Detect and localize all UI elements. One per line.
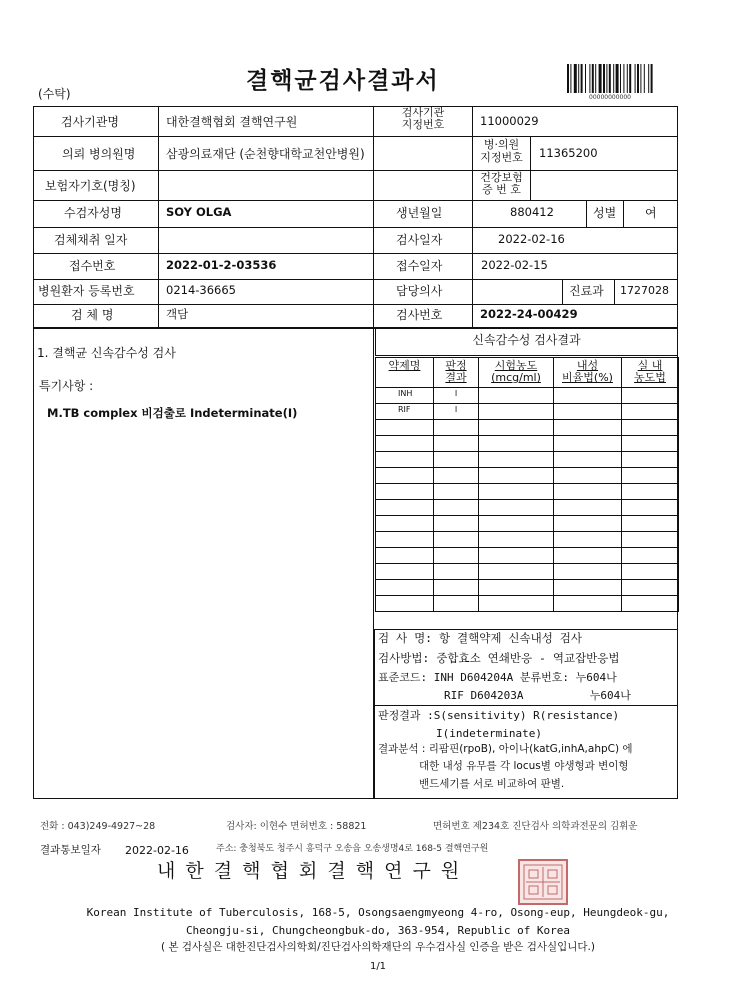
specimen-label: 검 체 명: [71, 308, 114, 322]
insured-label: 보험자기호(명칭): [45, 179, 136, 193]
method-code-2: RIF D604203A 누604나: [444, 689, 631, 702]
official-seal: [517, 858, 569, 906]
result-cell: [433, 499, 479, 516]
result-table-title: 신속감수성 검사결과: [472, 333, 581, 347]
result-cell: [433, 515, 479, 532]
barcode-bar: [589, 64, 590, 93]
result-cell: [553, 467, 622, 484]
footer-address-en-1: Korean Institute of Tuberculosis, 168-5, Osongsaengmyeong 4-ro, Osong-eup, Heungdeok-gu,: [86, 906, 670, 919]
result-cell: [621, 451, 679, 468]
barcode-bar: [644, 64, 645, 93]
result-cell: [478, 451, 554, 468]
result-cell: [621, 499, 679, 516]
result-cell: [375, 451, 434, 468]
result-cell: [375, 531, 434, 548]
result-cell: [433, 483, 479, 500]
result-cell: [621, 419, 679, 436]
barcode-bar: [574, 64, 577, 93]
barcode-bar: [585, 64, 586, 93]
health-ins-label: 건강보험 증 번 호: [480, 171, 523, 196]
barcode-bar: [595, 64, 596, 93]
method-code-1: 표준코드: INH D604204A 분류번호: 누604나: [378, 671, 617, 684]
hospital-no-value: 11365200: [539, 146, 598, 160]
birth-value: 880412: [510, 205, 554, 219]
analysis-line-1: 결과분석 : 리팜핀(rpoB), 아이나(katG,inhA,ahpC) 에: [378, 743, 633, 755]
dept-value: 1727028: [620, 284, 669, 297]
barcode-bar: [603, 64, 605, 93]
page-number: 1/1: [369, 961, 387, 972]
test-date-value: 2022-02-16: [498, 232, 565, 246]
receipt-no-label: 접수번호: [69, 259, 116, 273]
result-cell: [553, 483, 622, 500]
result-cell: [553, 563, 622, 580]
result-cell: [478, 387, 554, 404]
result-cell: [478, 499, 554, 516]
chart-no-value: 0214-36665: [166, 283, 236, 297]
result-cell: [478, 595, 554, 612]
result-cell: [621, 547, 679, 564]
barcode-bar: [599, 64, 602, 93]
receipt-date-label: 접수일자: [396, 259, 443, 273]
sex-value: 여: [645, 206, 657, 220]
barcode-bar: [592, 64, 594, 93]
barcode-bar: [609, 64, 611, 93]
lab-value: 대한결핵협회 결핵연구원: [166, 115, 298, 129]
result-cell: [553, 435, 622, 452]
receipt-no-value: 2022-01-2-03536: [166, 258, 277, 272]
patient-label: 수검자성명: [64, 206, 122, 220]
remarks-label: 특기사항 :: [39, 379, 94, 393]
receipt-tag: (수탁): [38, 87, 71, 101]
barcode-bar: [627, 64, 628, 93]
result-cell: [478, 419, 554, 436]
barcode-number: 00000000000: [589, 94, 631, 101]
result-header-cell: 시험농도 (mcg/ml): [478, 357, 554, 388]
judge-line-2: I(indeterminate): [436, 727, 542, 740]
barcode-bar: [637, 64, 639, 93]
method-name: 검 사 명: 항 결핵약제 신속내성 검사: [378, 631, 582, 645]
barcode-bar: [620, 64, 621, 93]
result-cell: [553, 595, 622, 612]
chart-no-label: 병원환자 등록번호: [38, 284, 135, 298]
notify-label: 결과통보일자: [40, 844, 101, 856]
result-header-cell: 내성 비율법(%): [553, 357, 622, 388]
test-date-label: 검사일자: [396, 233, 443, 247]
result-cell: [478, 467, 554, 484]
footer-examiner: 검사자: 이현수 면허번호 : 58821: [226, 821, 367, 832]
notify-date: 2022-02-16: [125, 844, 189, 857]
doctor-label: 담당의사: [396, 284, 443, 298]
result-cell: [375, 419, 434, 436]
result-cell: [621, 483, 679, 500]
result-cell: [375, 515, 434, 532]
result-cell: [375, 595, 434, 612]
dept-label: 진료과: [569, 284, 604, 298]
result-cell: [553, 547, 622, 564]
result-cell: INH: [375, 387, 434, 404]
collect-label: 검체채취 일자: [54, 233, 128, 247]
result-cell: [478, 435, 554, 452]
result-cell: RIF: [375, 403, 434, 420]
result-cell: [375, 499, 434, 516]
judge-line-1: 판정결과 :S(sensitivity) R(resistance): [378, 709, 620, 722]
result-cell: [553, 419, 622, 436]
result-header-cell: 판정 결과: [433, 357, 479, 388]
result-cell: [621, 515, 679, 532]
result-cell: [433, 579, 479, 596]
barcode-bar: [613, 64, 614, 93]
result-cell: [553, 531, 622, 548]
result-cell: I: [433, 387, 479, 404]
result-cell: [478, 563, 554, 580]
barcode-bar: [606, 64, 607, 93]
sex-label: 성별: [593, 206, 617, 220]
result-cell: [478, 483, 554, 500]
lab-label: 검사기관명: [61, 115, 119, 129]
lab-no-label: 검사기관 지정번호: [401, 106, 445, 131]
result-cell: [621, 595, 679, 612]
result-cell: [478, 515, 554, 532]
result-cell: [621, 387, 679, 404]
barcode-bar: [629, 64, 631, 93]
result-cell: [433, 547, 479, 564]
result-cell: [621, 579, 679, 596]
hospital-value: 삼광의료재단 (순천향대학교천안병원): [166, 147, 365, 161]
test-item: 1. 결핵균 신속감수성 검사: [37, 346, 176, 360]
result-cell: [621, 467, 679, 484]
institute-name-kr: 내 한 결 핵 협 회 결 핵 연 구 원: [157, 860, 462, 882]
specimen-value: 객담: [166, 307, 189, 321]
result-cell: [433, 451, 479, 468]
result-cell: [433, 435, 479, 452]
exam-no-value: 2022-24-00429: [480, 307, 578, 321]
birth-label: 생년월일: [396, 206, 443, 220]
lab-no-value: 11000029: [480, 114, 539, 128]
result-cell: [621, 435, 679, 452]
result-cell: [621, 403, 679, 420]
result-cell: [433, 595, 479, 612]
result-cell: [478, 403, 554, 420]
result-cell: [375, 579, 434, 596]
barcode-bar: [581, 64, 583, 93]
footer-address-en-2: Cheongju-si, Chungcheongbuk-do, 363-954, Republic of Korea: [185, 924, 571, 937]
result-cell: [621, 563, 679, 580]
result-header-cell: 약제명: [375, 357, 434, 388]
result-cell: [553, 515, 622, 532]
barcode-bar: [570, 64, 571, 93]
result-cell: I: [433, 403, 479, 420]
barcode-bar: [640, 64, 641, 93]
page-title: 결핵균검사결과서: [246, 68, 440, 94]
result-cell: [375, 563, 434, 580]
analysis-line-2: 대한 내성 유무를 각 locus별 야생형과 변이형: [419, 760, 629, 772]
result-cell: [375, 435, 434, 452]
patient-value: SOY OLGA: [166, 205, 232, 219]
exam-no-label: 검사번호: [396, 308, 443, 322]
barcode-bar: [635, 64, 636, 93]
barcode-bar: [567, 64, 569, 93]
remarks-value: M.TB complex 비검출로 Indeterminate(I): [47, 406, 298, 420]
result-cell: [478, 547, 554, 564]
result-cell: [553, 579, 622, 596]
receipt-date-value: 2022-02-15: [481, 258, 548, 272]
certification-note: ( 본 검사실은 대한진단검사의학회/진단검사의학재단의 우수검사실 인증을 받은 검사실입니다.): [160, 941, 595, 953]
result-cell: [433, 563, 479, 580]
footer-address-kr: 주소: 충청북도 청주시 흥덕구 오송읍 오송생명4로 168-5 결핵연구원: [216, 844, 489, 854]
analysis-line-3: 밴드세기를 서로 비교하여 판별.: [419, 778, 565, 790]
result-header-cell: 실 내 농도법: [621, 357, 679, 388]
barcode-bar: [578, 64, 579, 93]
barcode: [567, 64, 672, 93]
barcode-bar: [651, 64, 653, 93]
result-cell: [433, 419, 479, 436]
result-cell: [553, 451, 622, 468]
footer-license: 면허번호 제234호 진단검사 의학과전문의 김휘운: [433, 821, 638, 832]
result-cell: [375, 467, 434, 484]
result-cell: [621, 531, 679, 548]
hospital-label: 의뢰 병의원명: [62, 147, 136, 161]
barcode-bar: [623, 64, 624, 93]
result-cell: [553, 403, 622, 420]
barcode-bar: [648, 64, 649, 93]
result-cell: [433, 531, 479, 548]
result-cell: [553, 499, 622, 516]
method-desc: 검사방법: 중합효소 연쇄반응 - 역교잡반응법: [378, 651, 620, 665]
footer-phone: 전화 : 043)249-4927~28: [40, 821, 156, 832]
result-cell: [375, 547, 434, 564]
result-cell: [478, 579, 554, 596]
result-cell: [433, 467, 479, 484]
result-cell: [553, 387, 622, 404]
result-cell: [478, 531, 554, 548]
hospital-no-label: 병·의원 지정번호: [480, 138, 523, 164]
result-cell: [375, 483, 434, 500]
barcode-bar: [616, 64, 619, 93]
